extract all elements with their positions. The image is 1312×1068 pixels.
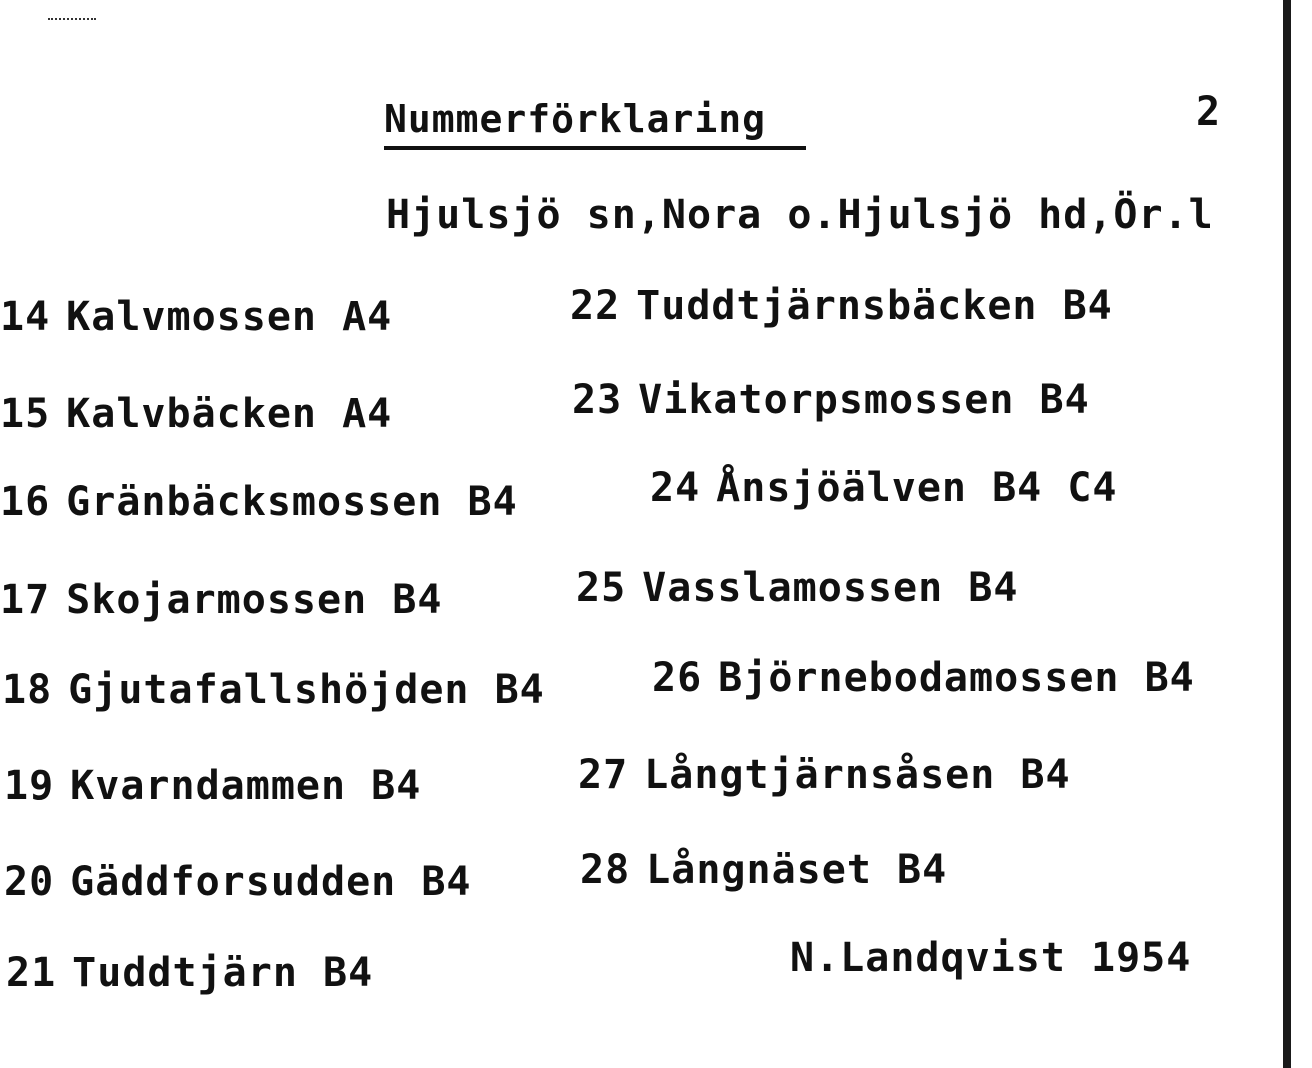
entry-text: Kalvmossen A4 [66,294,393,340]
entry-number: 28 [580,847,631,893]
list-item [0,577,443,623]
entry-text: Vasslamossen B4 [642,565,1019,611]
list-item [576,565,1019,611]
entry-text: Björnebodamossen B4 [718,655,1195,701]
entry-number: 17 [0,577,51,623]
list-item [4,763,422,809]
author-signature: N.Landqvist 1954 [790,935,1192,981]
page-title: Nummerförklaring [384,97,767,141]
title-underline [384,146,806,150]
entry-number: 27 [578,752,629,798]
list-item [578,752,1071,798]
list-item [0,479,518,525]
entry-number: 19 [4,763,55,809]
list-item [4,859,472,905]
entry-number: 26 [652,655,703,701]
entry-number: 16 [0,479,51,525]
entry-number: 18 [2,667,53,713]
list-item [0,294,393,340]
list-item [6,950,374,996]
list-item [570,283,1113,329]
entry-text: Långtjärnsåsen B4 [644,752,1071,798]
entry-number: 14 [0,294,51,340]
entry-text: Vikatorpsmossen B4 [638,377,1090,423]
entry-text: Gjutafallshöjden B4 [68,667,545,713]
list-item [2,667,545,713]
list-item [580,847,948,893]
entry-text: Skojarmossen B4 [66,577,443,623]
entry-number: 25 [576,565,627,611]
list-item [650,465,1118,511]
page-number: 2 [1196,89,1222,135]
page-edge-border [1283,0,1291,1068]
entry-text: Långnäset B4 [646,847,948,893]
list-item [572,377,1090,423]
entry-text: Tuddtjärnsbäcken B4 [636,283,1113,329]
entry-number: 24 [650,465,701,511]
entry-text: Ånsjöälven B4 C4 [716,465,1118,511]
list-item [0,391,393,437]
entry-text: Tuddtjärn B4 [72,950,374,996]
location-subtitle: Hjulsjö sn,Nora o.Hjulsjö hd,Ör.l [386,192,1214,238]
entry-text: Gäddforsudden B4 [70,859,472,905]
entry-text: Kalvbäcken A4 [66,391,393,437]
entry-number: 15 [0,391,51,437]
entry-number: 23 [572,377,623,423]
entry-text: Gränbäcksmossen B4 [66,479,518,525]
scan-mark [48,18,96,22]
list-item [652,655,1195,701]
entry-number: 22 [570,283,621,329]
entry-number: 20 [4,859,55,905]
entry-text: Kvarndammen B4 [70,763,422,809]
entry-number: 21 [6,950,57,996]
